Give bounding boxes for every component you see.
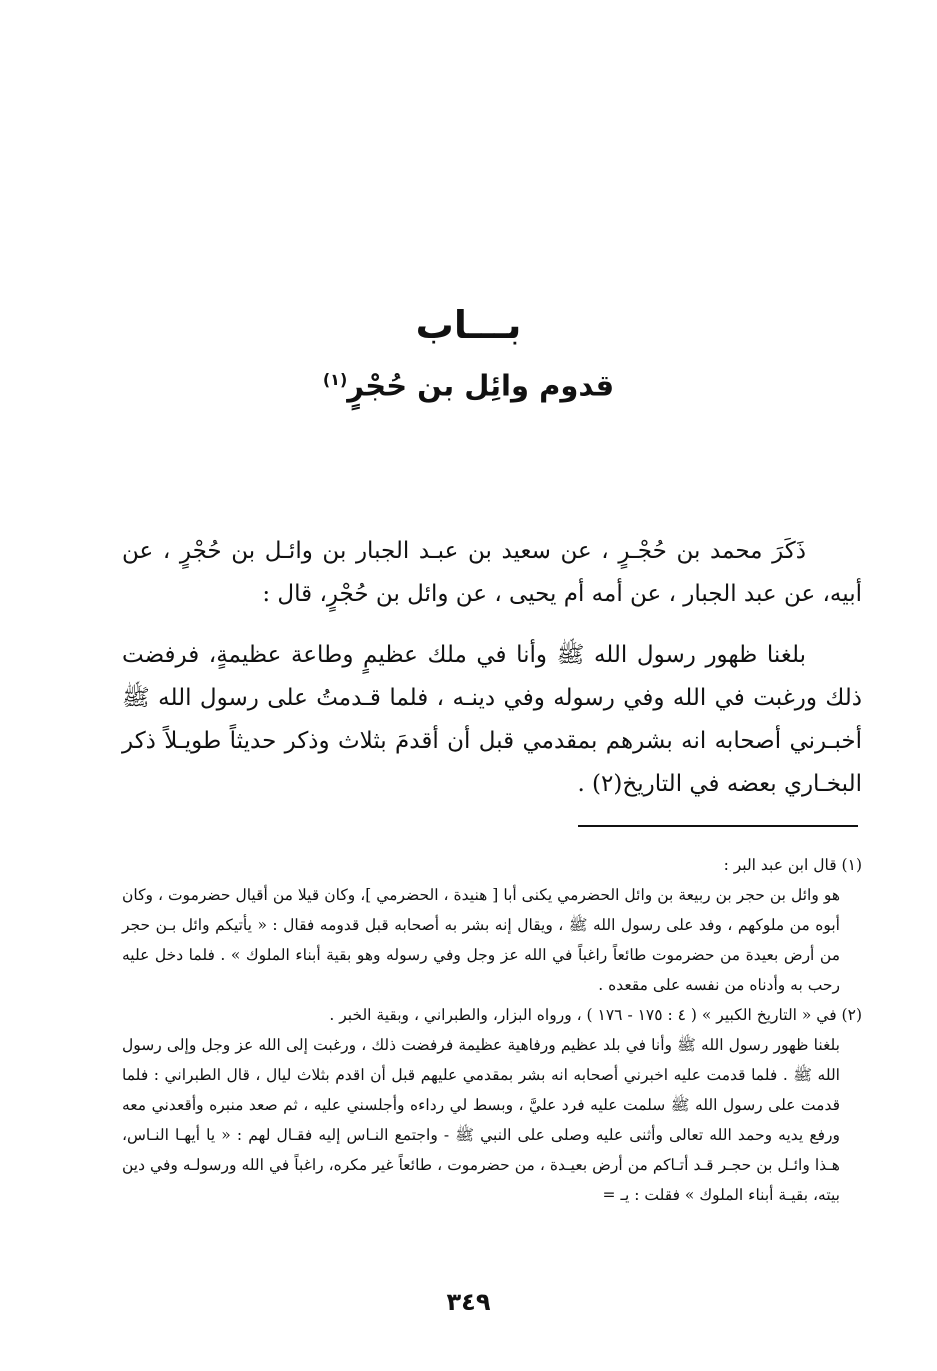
main-paragraph-chain: ذَكَرَ محمد بن حُجْـرٍ ، عن سعيد بن عبـد الجبار بن وائـل بن حُجْرٍ ، عن أبيه، عن عبد الجبار ، عن أمه أم يحيى ، عن وائل بن حُجْرٍ، قال :	[122, 538, 862, 607]
page-number: ٣٤٩	[446, 1288, 491, 1316]
footnotes	[122, 850, 862, 1210]
footnote-1-heading: (١) قال ابن عبد البر :	[723, 856, 862, 874]
chapter-title-note-ref: (١)	[322, 370, 348, 389]
footnote-1-body: هو وائل بن حجر بن ربيعة بن وائل الحضرمي يكنى أبا [ هنيدة ، الحضرمي ]، وكان قيلا من أقيال حضرموت ، وكان أبوه من ملوكهم ، وفد على رسول الله ﷺ ، ويقال إنه بشر به أصحابه قبل قدومه فقال : « يأتيكم وائل بـن حجر من أرض بعيدة من حضرموت طائعاً راغباً في الله عز وجل وفي رسوله وهو بقية أبناء الملوك » . فلما دخل عليه رحب به وأدناه من نفسه على مقعده .	[122, 886, 840, 994]
chapter-title	[0, 358, 937, 408]
footnote-2-heading: (٢) في « التاريخ الكبير » ( ٤ : ١٧٥ - ١٧٦ ) ، ورواه البزار، والطبراني ، وبقية الخبر .	[329, 1006, 862, 1024]
footnote-separator	[578, 825, 858, 827]
chapter-heading	[0, 298, 937, 408]
footnote-2-body: بلغنا ظهور رسول الله ﷺ وأنا في بلد عظيم ورفاهية عظيمة فرفضت ذلك ، ورغبت إلى الله عز وجل وإلى رسول الله ﷺ . فلما قدمت عليه اخبرني أصحابه انه بشر بمقدمي عليهم قبل أن اقدم بثلاث ليال ، قال الطبراني : فلما قدمت على رسول الله ﷺ سلمت عليه فرد عليَّ ، وبسط لي رداءه وأجلسني عليه ، ثم صعد منبره وأقعدني معه ورفع يديه وحمد الله تعالى وأثنى عليه وصلى على النبي ﷺ - واجتمع النـاس إليه فقـال لهم : « يا أيهـا النـاس، هـذا وائـل بن حجـر قـد أتـاكم من أرض بعيـدة ، من حضرموت ، طائعاً غير مكره، راغباً في الله ورسولـه وفي دين بيته، بقيـة أبناء الملوك » فقلت : يـ =	[122, 1036, 840, 1204]
main-paragraph-narration: بلغنا ظهور رسول الله ﷺ وأنا في ملك عظيمٍ وطاعة عظيمةٍ، فرفضت ذلك ورغبت في الله وفي رسوله وفي دينـه ، فلما قـدمتُ على رسول الله ﷺ أخبـرني أصحابه انه بشرهم بمقدمي قبل أن أقدمَ بثلاث وذكر حديثاً طويـلاً ذكر البخـاري بعضه في التاريخ(٢) .	[122, 642, 862, 797]
main-text	[122, 530, 862, 824]
chapter-title-text: قدوم وائِل بن حُجْرٍ	[347, 368, 615, 403]
chapter-word: بـــاب	[415, 303, 522, 347]
